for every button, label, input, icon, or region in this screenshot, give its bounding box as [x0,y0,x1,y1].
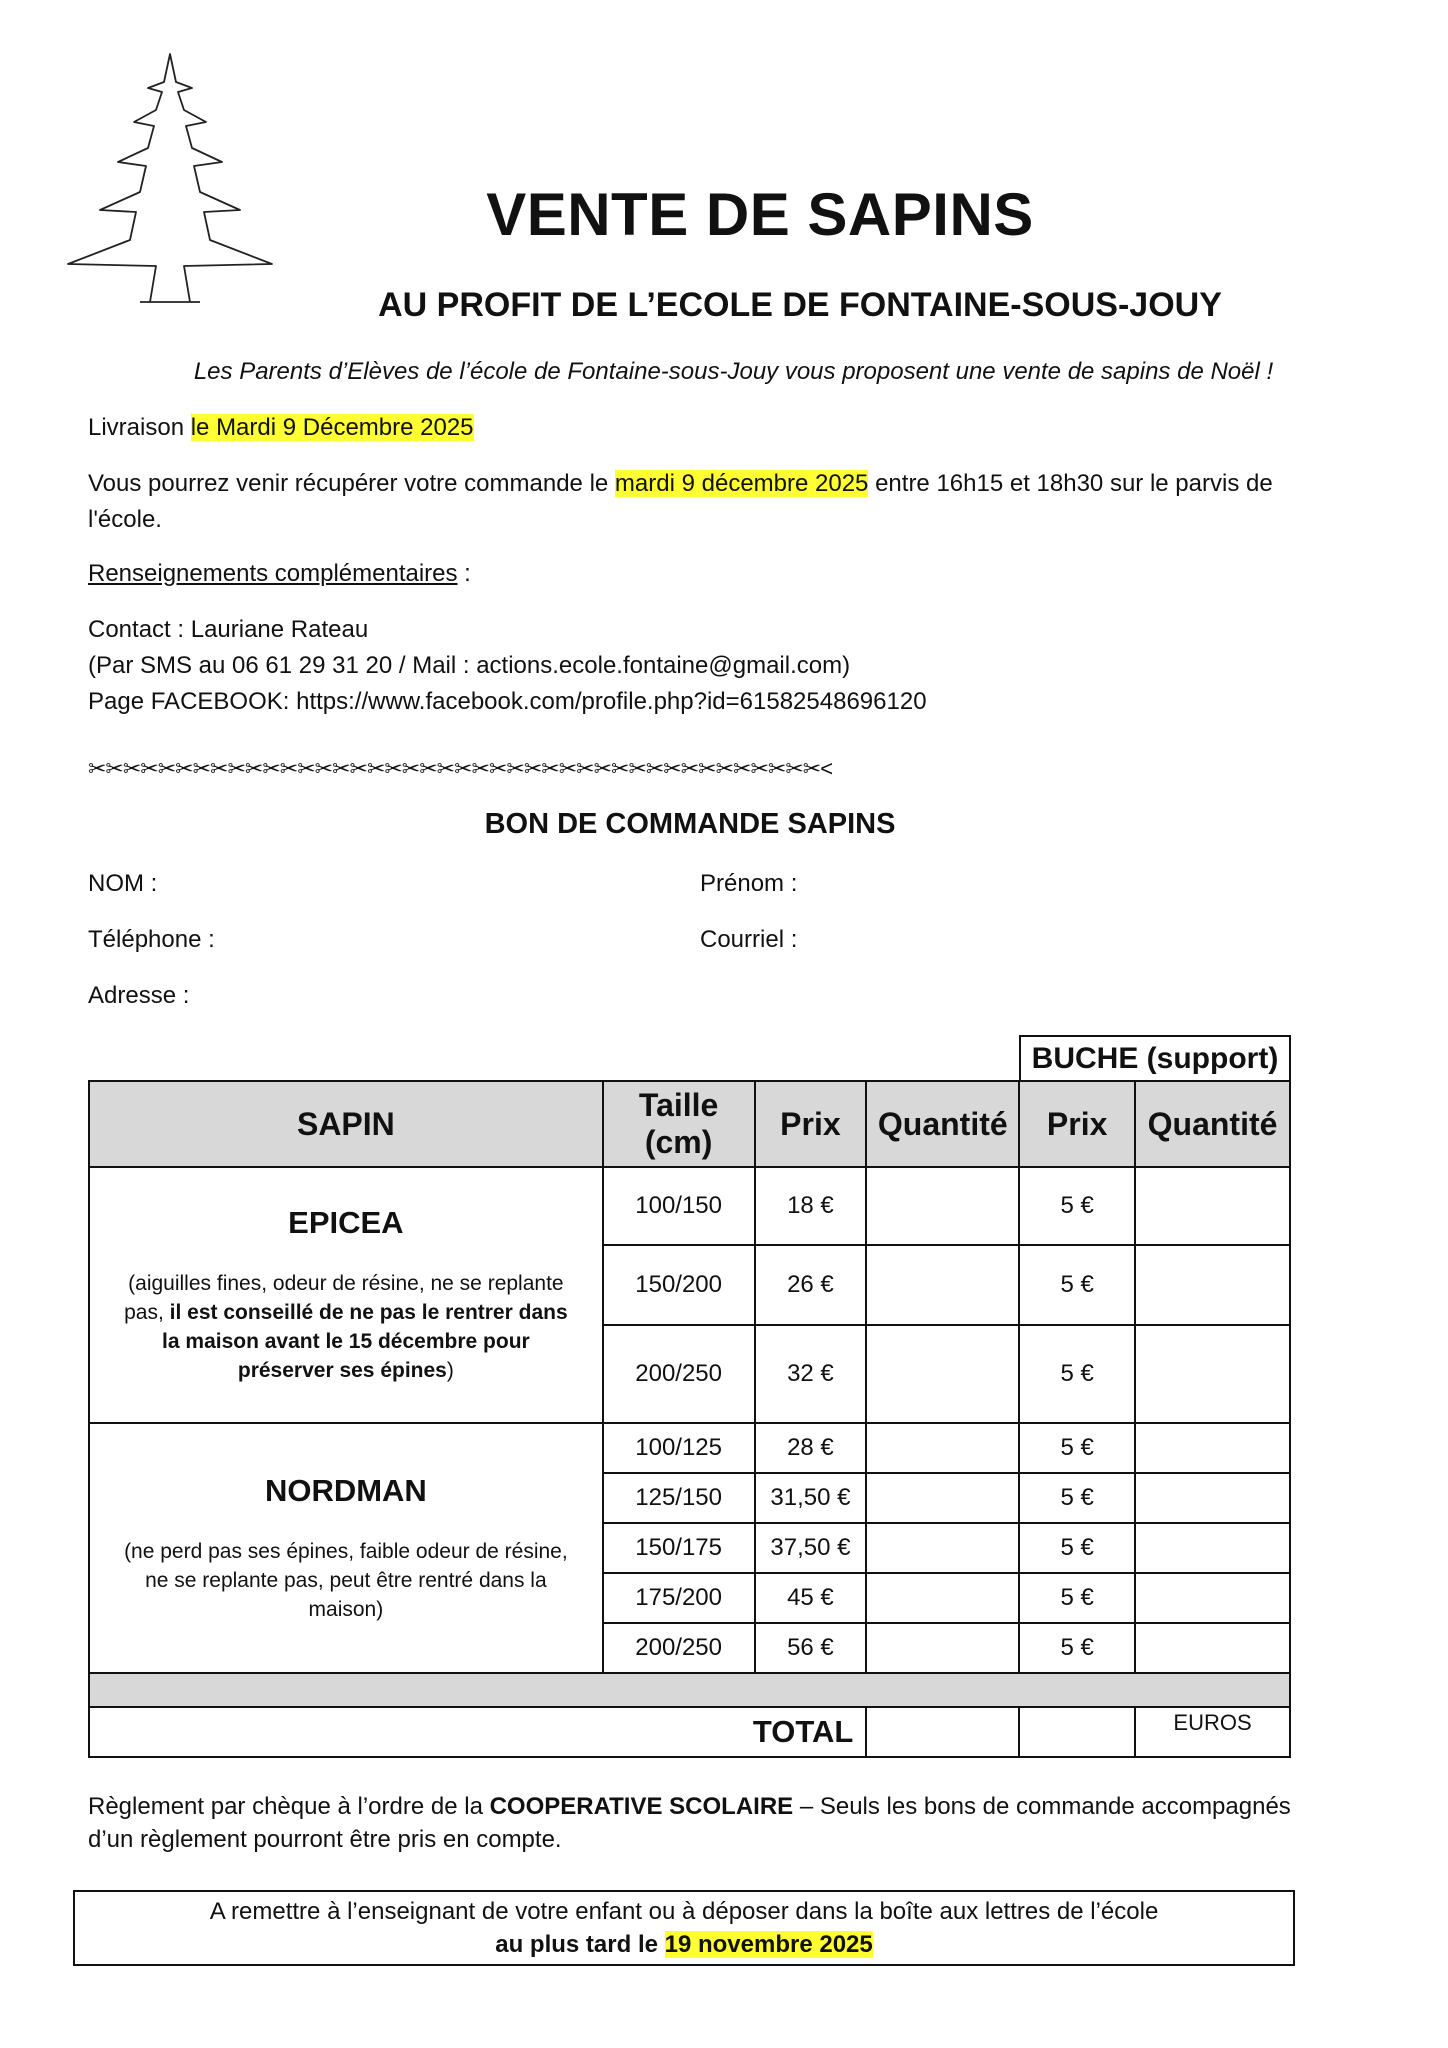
buche-quantite-input-cell[interactable] [1135,1473,1290,1523]
quantite-input-cell[interactable] [866,1245,1019,1325]
epicea-cell [89,1167,603,1423]
pickup-paragraph [88,466,1308,538]
reglement-before: Règlement par chèque à l’ordre de la [88,1793,490,1820]
total-input-cell[interactable] [866,1707,1019,1757]
table-row [89,1167,1290,1245]
intro-text: Les Parents d’Elèves de l’école de Fontaine-sous-Jouy vous proposent une vente de sapins de Noël ! [193,358,1274,385]
buche-prix-cell: 5 € [1019,1573,1135,1623]
nordman-cell [89,1423,603,1673]
remise-deadline-label: au plus tard le [495,1931,665,1958]
pickup-date: mardi 9 décembre 2025 [614,470,869,497]
pickup-text-after: entre 16h15 et 18h30 sur le parvis de l'école. [88,470,1273,533]
epicea-desc-part2: ) [446,1359,454,1382]
quantite-input-cell[interactable] [866,1423,1019,1473]
buche-quantite-input-cell[interactable] [1135,1623,1290,1673]
buche-quantite-input-cell[interactable] [1135,1523,1290,1573]
taille-cell: 175/200 [603,1573,755,1623]
prix-cell: 45 € [755,1573,867,1623]
table-header-row [89,1081,1290,1167]
info-heading-text: Renseignements complémentaires [88,560,458,587]
reglement-cooperative: COOPERATIVE SCOLAIRE [489,1793,794,1820]
quantite-input-cell[interactable] [866,1523,1019,1573]
quantite-input-cell[interactable] [866,1573,1019,1623]
buche-prix-cell: 5 € [1019,1245,1135,1325]
nordman-desc: (ne perd pas ses épines, faible odeur de résine, ne se replante pas, peut être rentré dans la maison) [124,1539,568,1621]
cut-line: ✂✂✂✂✂✂✂✂✂✂✂✂✂✂✂✂✂✂✂✂✂✂✂✂✂✂✂✂✂✂✂✂✂✂✂✂✂✂✂✂✂✂< [88,756,833,781]
col-header-taille-line1: Taille [638,1087,719,1123]
livraison-label: Livraison [88,414,191,441]
col-header-buche-prix: Prix [1019,1081,1135,1167]
taille-cell: 200/250 [603,1623,755,1673]
quantite-input-cell[interactable] [866,1325,1019,1423]
euros-label: EUROS [1135,1707,1290,1757]
page-title: VENTE DE SAPINS [486,181,1034,248]
prix-cell: 56 € [755,1623,867,1673]
taille-cell: 100/150 [603,1167,755,1245]
info-heading-colon: : [457,560,471,587]
reglement-after: – Seuls les bons de commande accompagnés d’un règlement pourront être pris en compte. [88,1793,1291,1853]
order-form-title: BON DE COMMANDE SAPINS [484,808,896,840]
buche-prix-cell: 5 € [1019,1623,1135,1673]
buche-prix-cell: 5 € [1019,1167,1135,1245]
remise-box [73,1890,1295,1966]
courriel-label: Courriel : [700,926,798,953]
buche-quantite-input-cell[interactable] [1135,1573,1290,1623]
total-label: TOTAL [89,1707,866,1757]
taille-cell: 100/125 [603,1423,755,1473]
adresse-label: Adresse : [88,982,190,1009]
col-header-taille-line2: (cm) [644,1124,713,1160]
epicea-name: EPICEA [288,1205,404,1240]
epicea-desc-bold: il est conseillé de ne pas le rentrer dans la maison avant le 15 décembre pour préserver ses épines [162,1301,568,1382]
separator-cell [89,1673,1290,1707]
info-heading [88,556,471,592]
contact-sms-mail: (Par SMS au 06 61 29 31 20 / Mail : actions.ecole.fontaine@gmail.com) [88,652,851,679]
col-header-quantite: Quantité [866,1081,1019,1167]
livraison-line [88,410,474,446]
buche-quantite-input-cell[interactable] [1135,1245,1290,1325]
order-table [88,1080,1291,1758]
contact-facebook: Page FACEBOOK: https://www.facebook.com/profile.php?id=61582548696120 [88,688,927,715]
remise-line2 [75,1928,1293,1961]
prix-cell: 31,50 € [755,1473,867,1523]
col-header-sapin: SAPIN [89,1081,603,1167]
buche-quantite-input-cell[interactable] [1135,1325,1290,1423]
buche-header: BUCHE (support) [1019,1035,1291,1080]
total-blank-cell [1019,1707,1135,1757]
buche-prix-cell: 5 € [1019,1473,1135,1523]
pickup-text-before: Vous pourrez venir récupérer votre commande le [88,470,615,497]
buche-quantite-input-cell[interactable] [1135,1423,1290,1473]
prix-cell: 28 € [755,1423,867,1473]
quantite-input-cell[interactable] [866,1167,1019,1245]
taille-cell: 200/250 [603,1325,755,1423]
telephone-label: Téléphone : [88,926,215,953]
contact-name: Contact : Lauriane Rateau [88,616,369,643]
reglement-text [88,1790,1328,1856]
nom-label: NOM : [88,870,158,897]
prenom-label: Prénom : [700,870,798,897]
table-row [89,1423,1290,1473]
epicea-desc [90,1269,602,1385]
taille-cell: 150/200 [603,1245,755,1325]
nordman-name: NORDMAN [264,1472,427,1508]
col-header-taille [603,1081,755,1167]
taille-cell: 125/150 [603,1473,755,1523]
remise-deadline-date: 19 novembre 2025 [664,1931,873,1958]
buche-prix-cell: 5 € [1019,1423,1135,1473]
total-row [89,1707,1290,1757]
buche-quantite-input-cell[interactable] [1135,1167,1290,1245]
buche-prix-cell: 5 € [1019,1325,1135,1423]
quantite-input-cell[interactable] [866,1473,1019,1523]
remise-line1: A remettre à l’enseignant de votre enfant ou à déposer dans la boîte aux lettres de l’école [209,1898,1159,1925]
livraison-date: le Mardi 9 Décembre 2025 [190,414,474,441]
prix-cell: 18 € [755,1167,867,1245]
col-header-prix: Prix [755,1081,867,1167]
prix-cell: 32 € [755,1325,867,1423]
prix-cell: 26 € [755,1245,867,1325]
col-header-buche-quantite: Quantité [1135,1081,1290,1167]
taille-cell: 150/175 [603,1523,755,1573]
quantite-input-cell[interactable] [866,1623,1019,1673]
page-subtitle: AU PROFIT DE L’ECOLE DE FONTAINE-SOUS-JOUY [378,286,1222,324]
buche-prix-cell: 5 € [1019,1523,1135,1573]
separator-row [89,1673,1290,1707]
epicea-desc-part1: (aiguilles fines, odeur de résine, ne se replante pas, [124,1272,564,1324]
prix-cell: 37,50 € [755,1523,867,1573]
